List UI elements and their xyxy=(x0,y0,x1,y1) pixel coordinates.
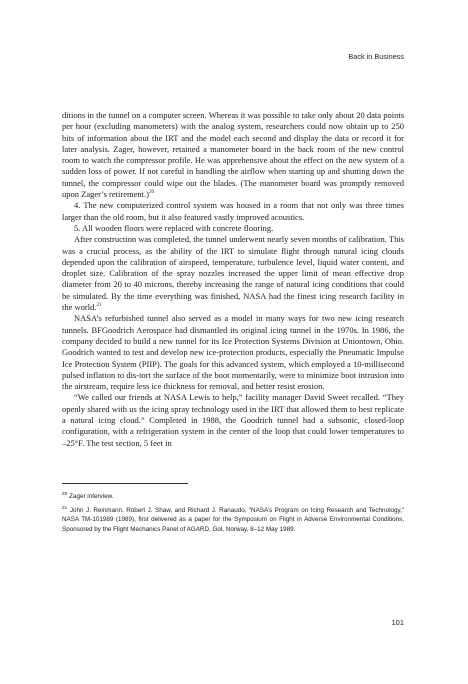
paragraph xyxy=(62,392,404,448)
footnote-divider xyxy=(62,483,188,484)
footnote-reference: 21 xyxy=(96,303,102,309)
paragraph-text: 5. All wooden floors were replaced with concrete flooring. xyxy=(74,222,274,233)
footnote-reference: 20 xyxy=(148,190,154,196)
paragraph-text: “We called our friends at NASA Lewis to help,” facility manager David Sweet recalled. “They openly shared with us the icing spray technology used in the IRT that allowed them to best replicate a natural icing cloud.” Completed in 1988, the Goodrich tunnel had a subsonic, closed-loop configuration, with a refrigeration system in the center of the loop that could lower temperatures to –25°F. The test section, 5 feet in xyxy=(62,392,404,448)
paragraph-text: 4. The new computerized control system was housed in a room that not only was three times larger than the old room, but it also featured vastly improved acoustics. xyxy=(62,200,404,222)
paragraph-text: ditions in the tunnel on a computer screen. Whereas it was possible to take only about 20 data points per hour (excluding manometers) with the analog system, researchers could now obtain up to 250 bits of information about the IRT and the model each second and display the data or record it for later analysis. Zager, however, retained a manometer board in the back room of the new control room to watch the compressor profile. He was apprehensive about the effect on the new system of a sudden loss of power. If not careful in handling the airflow when starting up and shutting down the tunnel, the compressor could wipe out the blades. (The manometer board was promptly removed upon Zager’s retirement.) xyxy=(62,110,404,200)
paragraph xyxy=(62,223,404,234)
footnote-text: Zager interview. xyxy=(69,493,114,500)
body-text xyxy=(62,110,404,449)
footnote xyxy=(62,506,404,535)
page-number: 101 xyxy=(391,618,404,627)
paragraph xyxy=(62,200,404,223)
running-head: Back in Business xyxy=(348,52,404,61)
paragraph xyxy=(62,313,404,392)
footnote xyxy=(62,492,404,502)
footnotes xyxy=(62,492,404,538)
footnote-text: John J. Reinmann, Robert J. Shaw, and Richard J. Ranaudo, “NASA’s Program on Icing Research and Technology,” NASA TM-101989 (1989), first delivered as a paper for the Symposium on Flight in Adverse Environmental Conditions, Sponsored by the Flight Mechanics Panel of AGARD, Gol, Norway, 8–12 May 1989. xyxy=(62,506,404,533)
footnote-mark: 21 xyxy=(62,505,68,511)
paragraph-text: After construction was completed, the tunnel underwent nearly seven months of calibration. This was a crucial process, as the ability of the IRT to simulate flight through natural icing clouds depended upon the calibration of airspeed, temperature, turbulence level, liquid water content, and droplet size. Calibration of the spray nozzles increased the upper limit of mean effective drop diameter from 20 to 40 microns, thereby increasing the range of natural icing conditions that could be simulated. By the time everything was finished, NASA had the finest icing research facility in the world. xyxy=(62,234,404,313)
paragraph xyxy=(62,234,404,313)
footnote-mark: 20 xyxy=(62,491,68,497)
paragraph-text: NASA’s refurbished tunnel also served as a model in many ways for two new icing research tunnels. BFGoodrich Aerospace had dismantled its original icing tunnel in the 1970s. In 1986, the company decided to build a new tunnel for its Ice Protection Systems Division at Uniontown, Ohio. Goodrich wanted to test and develop new ice-protection products, especially the Pneumatic Impulse Ice Protection System (PIIP). The goals for this advanced system, which employed a 10-millisecond pulsed inflation to dis-tort the surface of the boot momentarily, were to minimize boot intrusion into the airstream, require less ice thickness for removal, and better resist erosion. xyxy=(62,313,404,392)
paragraph xyxy=(62,110,404,200)
